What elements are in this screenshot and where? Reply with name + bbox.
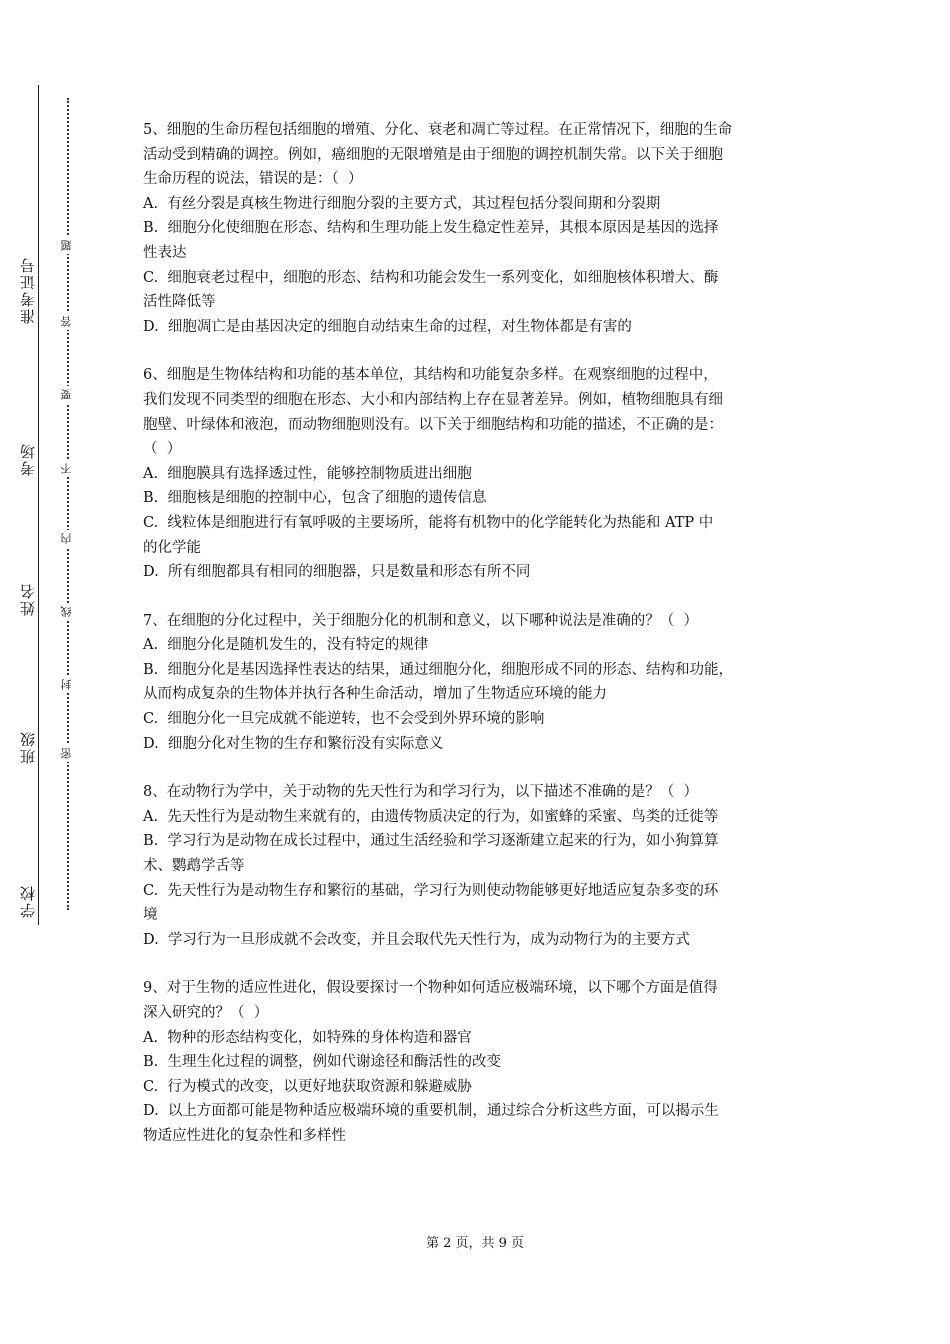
option-b: 从而构成复杂的生物体并执行各种生命活动，增加了生物适应环境的能力 bbox=[143, 686, 607, 703]
exam-room-label: 考场 bbox=[18, 438, 38, 480]
question-8 bbox=[143, 780, 815, 952]
seal-word: 内 bbox=[60, 530, 74, 547]
exam-number-label: 准考证号 bbox=[18, 252, 38, 328]
question-5 bbox=[143, 118, 815, 339]
seal-word: 不 bbox=[60, 460, 74, 477]
option-c: 境 bbox=[143, 907, 158, 924]
option-b: B. 细胞核是细胞的控制中心，包含了细胞的遗传信息 bbox=[143, 490, 487, 507]
question-stem: 7、在细胞的分化过程中，关于细胞分化的机制和意义，以下哪种说法是准确的？（ ） bbox=[143, 612, 698, 629]
option-a: A. 有丝分裂是真核生物进行细胞分裂的主要方式，其过程包括分裂间期和分裂期 bbox=[143, 195, 661, 212]
option-b: B. 细胞分化使细胞在形态、结构和生理功能上发生稳定性差异，其根本原因是基因的选择 bbox=[143, 220, 719, 237]
option-d: D. 细胞凋亡是由基因决定的细胞自动结束生命的过程，对生物体都是有害的 bbox=[143, 318, 632, 335]
question-stem: 生命历程的说法，错误的是：（ ） bbox=[143, 171, 363, 188]
question-stem: 我们发现不同类型的细胞在形态、大小和内部结构上存在显著差异。例如，植物细胞具有细 bbox=[143, 391, 723, 408]
school-label: 学校 bbox=[18, 880, 38, 922]
question-stem: 深入研究的？（ ） bbox=[143, 1005, 269, 1021]
question-stem: 5、细胞的生命历程包括细胞的增殖、分化、衰老和凋亡等过程。在正常情况下，细胞的生命 bbox=[143, 122, 733, 138]
question-stem: 活动受到精确的调控。例如，癌细胞的无限增殖是由于细胞的调控机制失常。以下关于细胞 bbox=[143, 146, 723, 163]
option-c: 的化学能 bbox=[143, 539, 201, 556]
option-a: A. 细胞膜具有选择透过性，能够控制物质进出细胞 bbox=[143, 465, 472, 482]
question-list bbox=[143, 118, 815, 1173]
option-c: C. 行为模式的改变，以更好地获取资源和躲避威胁 bbox=[143, 1078, 472, 1095]
binding-margin bbox=[0, 0, 120, 1344]
option-c: C. 先天性行为是动物生存和繁衍的基础，学习行为则使动物能够更好地适应复杂多变的环 bbox=[143, 882, 719, 899]
question-stem: 6、细胞是生物体结构和功能的基本单位，其结构和功能复杂多样。在观察细胞的过程中， bbox=[143, 367, 718, 384]
option-b: B. 学习行为是动物在成长过程中，通过生活经验和学习逐渐建立起来的行为，如小狗算算 bbox=[143, 833, 719, 850]
option-d: D. 以上方面都可能是物种适应极端环境的重要机制，通过综合分析这些方面，可以揭示生 bbox=[143, 1103, 719, 1120]
option-b: 性表达 bbox=[143, 244, 187, 261]
seal-word: 密 bbox=[60, 745, 74, 762]
question-stem: 9、对于生物的适应性进化，假设要探讨一个物种如何适应极端环境，以下哪个方面是值得 bbox=[143, 980, 718, 997]
option-d: D. 细胞分化对生物的生存和繁衍没有实际意义 bbox=[143, 735, 444, 752]
seal-word: 线 bbox=[60, 603, 74, 620]
option-c: 活性降低等 bbox=[143, 294, 216, 311]
option-b: 术、鹦鹉学舌等 bbox=[143, 858, 245, 875]
option-c: C. 线粒体是细胞进行有氧呼吸的主要场所，能将有机物中的化学能转化为热能和 ATP 中 bbox=[143, 514, 714, 531]
question-9 bbox=[143, 976, 815, 1148]
option-a: A. 细胞分化是随机发生的，没有特定的规律 bbox=[143, 637, 429, 654]
seal-word: 要 bbox=[60, 386, 74, 403]
option-b: B. 细胞分化是基因选择性表达的结果，通过细胞分化，细胞形成不同的形态、结构和功能， bbox=[143, 661, 733, 678]
option-b: B. 生理生化过程的调整，例如代谢途径和酶活性的改变 bbox=[143, 1054, 501, 1071]
question-stem: 8、在动物行为学中，关于动物的先天性行为和学习行为，以下描述不准确的是？（ ） bbox=[143, 784, 698, 801]
option-a: A. 先天性行为是动物生来就有的，由遗传物质决定的行为，如蜜蜂的采蜜、鸟类的迁徙等 bbox=[143, 808, 719, 825]
question-6 bbox=[143, 363, 815, 584]
option-d: D. 所有细胞都具有相同的细胞器，只是数量和形态有所不同 bbox=[143, 564, 531, 581]
seal-word: 题 bbox=[60, 237, 74, 254]
page-footer: 第 2 页，共 9 页 bbox=[425, 1236, 525, 1251]
question-stem: 胞壁、叶绿体和液泡，而动物细胞则没有。以下关于细胞结构和功能的描述，不正确的是： bbox=[143, 416, 723, 433]
option-c: C. 细胞衰老过程中，细胞的形态、结构和功能会发生一系列变化，如细胞核体积增大、酶 bbox=[143, 269, 719, 286]
seal-dotted-line bbox=[67, 98, 69, 910]
option-d: 物适应性进化的复杂性和多样性 bbox=[143, 1127, 346, 1144]
name-label: 姓名 bbox=[18, 578, 38, 620]
option-c: C. 细胞分化一旦完成就不能逆转，也不会受到外界环境的影响 bbox=[143, 711, 545, 728]
question-7 bbox=[143, 609, 815, 757]
seal-word: 封 bbox=[60, 676, 74, 693]
seal-word: 答 bbox=[60, 313, 74, 330]
binding-solid-line bbox=[38, 85, 39, 925]
option-d: D. 学习行为一旦形成就不会改变，并且会取代先天性行为，成为动物行为的主要方式 bbox=[143, 931, 690, 948]
option-a: A. 物种的形态结构变化，如特殊的身体构造和器官 bbox=[143, 1029, 472, 1046]
class-label: 班级 bbox=[18, 726, 38, 768]
question-stem: （ ） bbox=[143, 441, 182, 458]
